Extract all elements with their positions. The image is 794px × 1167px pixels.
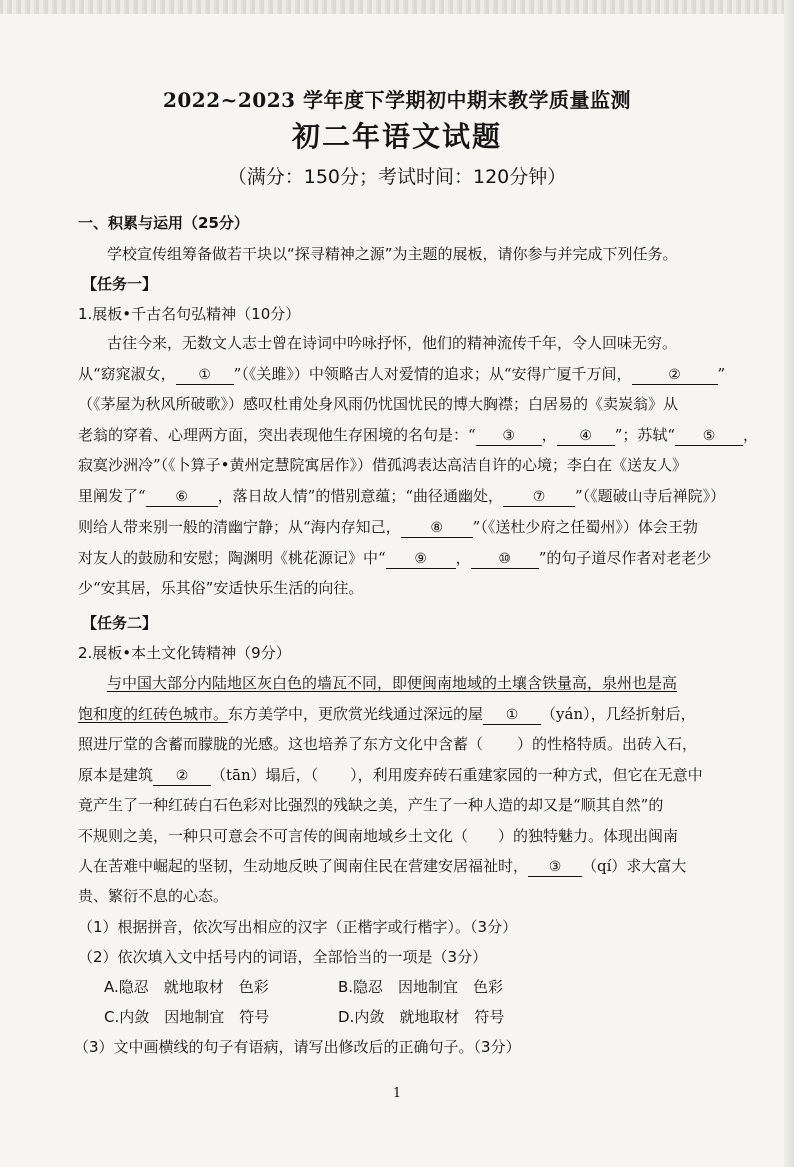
text-run: 对友人的鼓励和安慰；陶渊明《桃花源记》中“ bbox=[78, 549, 386, 567]
blank-number: ⑨ bbox=[414, 551, 427, 567]
blank-6[interactable] bbox=[146, 488, 218, 507]
blank-number: ⑩ bbox=[498, 551, 511, 567]
task1-line2 bbox=[78, 364, 725, 385]
text-run: 人在苦难中崛起的坚韧，生动地反映了闽南住民在营建安居福祉时， bbox=[78, 857, 529, 875]
blank-4[interactable] bbox=[557, 427, 615, 446]
blank-number: ① bbox=[505, 707, 519, 723]
option-d[interactable]: D.内敛 就地取材 符号 bbox=[338, 1008, 505, 1026]
blank-number: ③ bbox=[548, 859, 562, 875]
text-run: （tān）塌后，（ bbox=[211, 766, 319, 784]
task2-line6 bbox=[78, 826, 678, 846]
text-run: ” bbox=[717, 365, 726, 383]
text-run: 不规则之美，一种只可意会不可言传的闽南地域乡土文化（ bbox=[78, 827, 469, 845]
task2-title: 2.展板•本土文化铸精神（9分） bbox=[78, 644, 291, 662]
underlined-sentence: 与中国大部分内陆地区灰白色的墙瓦不同，即便闽南地域的土壤含铁量高，泉州也是高 bbox=[107, 674, 678, 692]
blank-number: ⑤ bbox=[702, 428, 716, 444]
page-number: 1 bbox=[392, 1086, 402, 1101]
task2-line5: 竟产生了一种红砖白石色彩对比强烈的残缺之美，产生了一种人造的却又是“顺其自然”的 bbox=[78, 796, 664, 814]
text-run: ， bbox=[541, 426, 557, 444]
question-2-1: （1）根据拼音，依次写出相应的汉字（正楷字或行楷字）。（3分） bbox=[78, 918, 518, 936]
option-b[interactable]: B.隐忍 因地制宜 色彩 bbox=[338, 978, 504, 996]
blank-number: ① bbox=[198, 367, 211, 383]
text-run: ）的性格特质。出砖入石， bbox=[517, 735, 698, 753]
pinyin-blank-2[interactable] bbox=[153, 767, 211, 786]
blank-number: ② bbox=[668, 367, 681, 383]
exam-title-line1: 2022~2023 学年度下学期初中期末教学质量监测 bbox=[162, 88, 632, 112]
exam-title-line2: 初二年语文试题 bbox=[291, 120, 502, 153]
task1-line6 bbox=[78, 486, 725, 507]
text-run: （yán），几经折射后， bbox=[541, 705, 696, 723]
text-run: 则给人带来别一般的清幽宁静；从“海内存知己， bbox=[78, 518, 401, 536]
task1-line1: 古往今来，无数文人志士曾在诗词中吟咏抒怀，他们的精神流传千年，令人回味无穷。 bbox=[107, 334, 678, 352]
scan-top-edge bbox=[0, 0, 794, 14]
text-run: ”（《送杜少府之任蜀州》）体会王勃 bbox=[472, 518, 698, 536]
task2-label: 【任务二】 bbox=[82, 614, 158, 632]
text-run: 老翁的穿着、心理两方面，突出表现他生存困境的名句是：“ bbox=[78, 426, 476, 444]
question-2-2: （2）依次填入文中括号内的词语，全部恰当的一项是（3分） bbox=[78, 948, 488, 966]
text-run: ”；苏轼“ bbox=[614, 426, 676, 444]
blank-number: ③ bbox=[502, 428, 515, 444]
task1-line3: （《茅屋为秋风所破歌》）感叹杜甫处身风雨仍忧国忧民的博大胸襟；白居易的《卖炭翁》从 bbox=[78, 395, 679, 413]
blank-7[interactable] bbox=[503, 488, 575, 507]
text-run: 照进厅堂的含蓄而朦胧的光感。这也培养了东方文化中含蓄（ bbox=[78, 735, 484, 753]
task1-title: 1.展板•千古名句弘精神（10分） bbox=[78, 305, 301, 323]
option-c[interactable]: C.内敛 因地制宜 符号 bbox=[104, 1008, 270, 1026]
text-run: ）的独特魅力。体现出闽南 bbox=[498, 827, 679, 845]
text-run: 从“窈窕淑女， bbox=[78, 365, 176, 383]
text-run: 东方美学中，更欣赏光线通过深远的屋 bbox=[228, 705, 484, 723]
blank-10[interactable] bbox=[471, 550, 539, 569]
pinyin-blank-1[interactable] bbox=[483, 706, 541, 725]
task1-line5: 寂寞沙洲冷”（《卜算子•黄州定慧院寓居作》）借孤鸿表达高洁自许的心境；李白在《送友人》 bbox=[78, 456, 688, 474]
blank-8[interactable] bbox=[401, 519, 473, 538]
option-a[interactable]: A.隐忍 就地取材 色彩 bbox=[104, 978, 269, 996]
text-run: ”的句子道尽作者对老老少 bbox=[538, 549, 712, 567]
text-run: ，落日故人情”的惜别意蕴；“曲径通幽处， bbox=[217, 487, 504, 505]
pinyin-blank-3[interactable] bbox=[528, 858, 582, 877]
blank-number: ⑦ bbox=[532, 489, 546, 505]
task1-line7 bbox=[78, 517, 698, 538]
text-run: 里阐发了“ bbox=[78, 487, 146, 505]
text-run: ， bbox=[743, 426, 759, 444]
blank-number: ⑧ bbox=[430, 520, 443, 536]
task1-label: 【任务一】 bbox=[82, 275, 158, 293]
blank-number: ⑥ bbox=[175, 489, 188, 505]
question-2-3: （3）文中画横线的句子有语病，请写出修改后的正确句子。（3分） bbox=[74, 1038, 521, 1056]
text-run: （qí）求大富大 bbox=[582, 857, 687, 875]
blank-9[interactable] bbox=[386, 550, 456, 569]
task2-line3 bbox=[78, 734, 697, 754]
task1-line9: 少“安其居，乐其俗”安适快乐生活的向往。 bbox=[78, 579, 364, 597]
text-run: 原本是建筑 bbox=[78, 766, 154, 784]
task1-line8 bbox=[78, 548, 711, 569]
task1-line4 bbox=[78, 425, 758, 446]
underlined-sentence: 饱和度的红砖色城市。 bbox=[78, 705, 229, 723]
blank-number: ④ bbox=[579, 428, 592, 444]
task2-line2 bbox=[78, 704, 696, 725]
blank-5[interactable] bbox=[675, 427, 743, 446]
blank-1[interactable] bbox=[176, 366, 234, 385]
exam-subtitle: （满分：150分；考试时间：120分钟） bbox=[227, 166, 567, 188]
text-run: ， bbox=[455, 549, 471, 567]
task2-line1 bbox=[107, 673, 677, 693]
text-run: ），利用废弃砖石重建家园的一种方式，但它在无意中 bbox=[350, 766, 703, 784]
task2-line7 bbox=[78, 856, 686, 877]
task2-line8: 贵、繁衍不息的心态。 bbox=[78, 887, 229, 905]
section1-heading: 一、积累与运用（25分） bbox=[78, 214, 249, 232]
section1-intro: 学校宣传组筹备做若干块以“探寻精神之源”为主题的展板，请你参与并完成下列任务。 bbox=[107, 245, 678, 263]
text-run: ”（《关雎》）中领略古人对爱情的追求；从“安得广厦千万间， bbox=[233, 365, 632, 383]
blank-3[interactable] bbox=[476, 427, 542, 446]
blank-number: ② bbox=[175, 768, 189, 784]
blank-2[interactable] bbox=[632, 366, 718, 385]
task2-line4 bbox=[78, 765, 703, 786]
text-run: ”（《题破山寺后禅院》） bbox=[575, 487, 726, 505]
